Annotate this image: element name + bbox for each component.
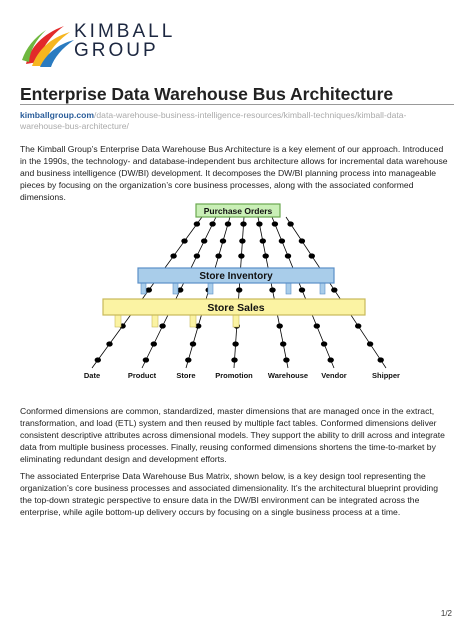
dimension-dot-store (220, 238, 226, 243)
dimension-dot-date (181, 238, 187, 243)
dimension-dot-product (201, 238, 207, 243)
dimension-dot-store (190, 341, 196, 346)
dimension-dot-product (151, 341, 157, 346)
store-inventory-label: Store Inventory (199, 271, 273, 282)
dimension-dot-promotion (231, 357, 237, 362)
dimension-dot-vendor (285, 253, 291, 258)
dimension-dot-vendor (314, 323, 320, 328)
dimension-dot-store (215, 253, 221, 258)
dimension-dot-shipper (299, 238, 305, 243)
dimension-dot-date (170, 253, 176, 258)
dimension-dot-warehouse (256, 221, 262, 226)
dimension-dot-warehouse (283, 357, 289, 362)
dimension-dot-date (95, 357, 101, 362)
dimension-dots (95, 221, 384, 362)
source-url[interactable] (20, 110, 450, 132)
title-divider (20, 104, 454, 105)
sales-connectors (115, 315, 239, 327)
dimension-dot-warehouse (277, 323, 283, 328)
paragraph-bus-matrix: The associated Enterprise Data Warehouse Bus Matrix, shown below, is a key design tool representing the organization’s core business processes and associated dimensionality. It’s the architectural blueprint providing the top-down strategic perspective to ensure data in the DW/BI environment can be integrated across the enterprise, while agile bottom-up delivery occurs by focusing on a single business process at a time. (20, 471, 438, 517)
dimension-label-date: Date (83, 371, 101, 380)
dimension-dot-product (194, 253, 200, 258)
url-host[interactable]: kimballgroup.com (20, 110, 95, 120)
dimension-dot-promotion (240, 221, 246, 226)
purchase-orders-label: Purchase Orders (203, 206, 273, 216)
dimension-dot-promotion (236, 287, 242, 292)
brand-line-1: KIMBALL (74, 21, 176, 42)
dimension-dot-store (225, 221, 231, 226)
dimension-dot-vendor (321, 341, 327, 346)
dimension-dot-warehouse (260, 238, 266, 243)
dimension-dot-date (106, 341, 112, 346)
dimension-dot-shipper (309, 253, 315, 258)
dimension-label-shipper: Shipper (372, 371, 400, 380)
dimension-dot-shipper (331, 287, 337, 292)
dimension-dot-date (194, 221, 200, 226)
dimension-dot-store (185, 357, 191, 362)
dimension-dot-product (159, 323, 165, 328)
dimension-label-warehouse: Warehouse (267, 371, 309, 380)
dimension-dot-vendor (272, 221, 278, 226)
dimension-dot-promotion (232, 341, 238, 346)
dimension-dot-vendor (299, 287, 305, 292)
paragraph-conformed-dimensions: Conformed dimensions are common, standardized, master dimensions that are managed once in the extract, transformation, and load (ETL) system and then reused by multiple fact tables. Conformed dimensions deliver consistent descriptive attributes across dimensional models. They support the ability to drill across and integrate data from multiple business processes. Finally, reusing conformed dimensions shortens the time-to-market by eliminating redundant design and development efforts. (20, 406, 445, 464)
dimension-dot-vendor (279, 238, 285, 243)
dimension-dot-warehouse (269, 287, 275, 292)
dimension-dot-warehouse (280, 341, 286, 346)
page-title: Enterprise Data Warehouse Bus Architecture (20, 84, 394, 104)
dimension-dot-vendor (328, 357, 334, 362)
dimension-dot-promotion (238, 253, 244, 258)
url-path[interactable]: /data-warehouse-business-intelligence-resources/kimball-techniques/kimball-data-warehouse-bus-architecture/ (20, 110, 407, 131)
inventory-connectors (141, 282, 325, 294)
dimension-dot-shipper (367, 341, 373, 346)
bus-architecture-diagram (70, 198, 420, 388)
dimension-label-promotion: Promotion (215, 371, 253, 380)
paragraph-intro: The Kimball Group’s Enterprise Data Warehouse Bus Architecture is a key element of our approach. Introduced in the 1990s, the technology- and database-independent bus architecture allows for incremental data warehouse and business intelligence (DW/BI) development. It decomposes the DW/BI planning process into manageable pieces by focusing on the organization’s core business processes, along with the associated conformed dimensions. (20, 144, 448, 202)
dimension-dot-product (143, 357, 149, 362)
page-number: 1/2 (440, 609, 452, 618)
dimension-dot-promotion (239, 238, 245, 243)
brand-line-2: GROUP (74, 40, 159, 61)
dimension-label-store: Store (176, 371, 196, 380)
dimension-dot-warehouse (263, 253, 269, 258)
dimension-dot-shipper (287, 221, 293, 226)
dimension-label-vendor: Vendor (321, 371, 347, 380)
dimension-dot-shipper (355, 323, 361, 328)
dimension-dot-date (146, 287, 152, 292)
brand-name (74, 22, 175, 60)
dimension-label-product: Product (127, 371, 157, 380)
dimension-dot-product (209, 221, 215, 226)
dimension-dot-shipper (378, 357, 384, 362)
store-sales-label: Store Sales (207, 302, 265, 314)
